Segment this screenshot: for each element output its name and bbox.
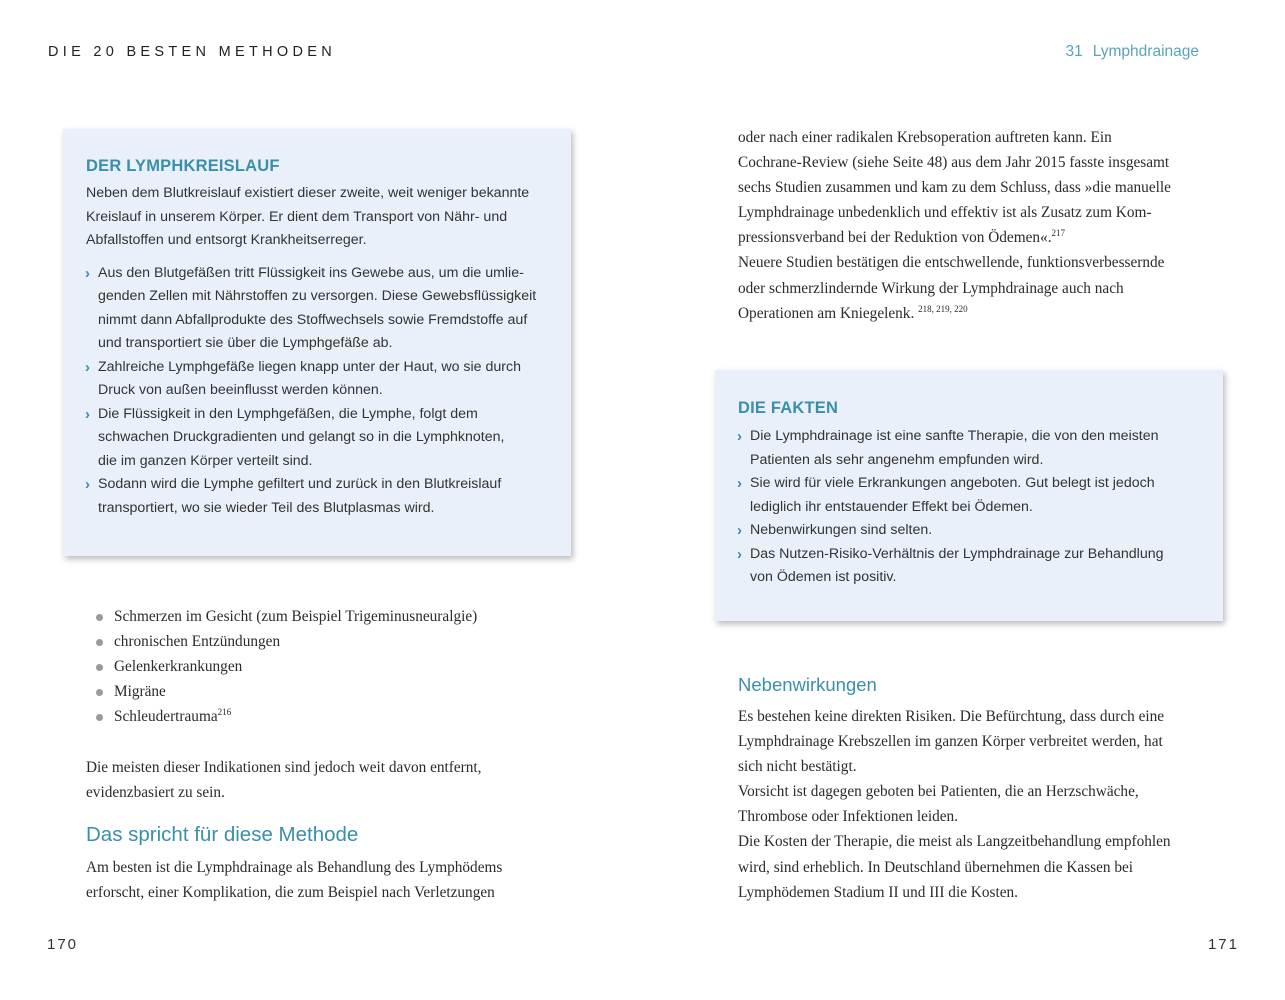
indications-list bbox=[96, 604, 477, 729]
text-line: Nebenwirkungen sind selten. bbox=[750, 522, 933, 538]
list-item bbox=[738, 425, 1201, 472]
footnote-ref: 217 bbox=[1051, 228, 1066, 239]
list-item-text: Gelenkerkrankungen bbox=[114, 658, 243, 676]
list-item bbox=[738, 543, 1201, 590]
list-item bbox=[738, 519, 1201, 543]
chevron-right-icon: › bbox=[737, 522, 742, 539]
text-line: und transportiert sie über die Lymphgefäße ab. bbox=[98, 335, 393, 351]
text-line: Cochrane-Review (siehe Seite 48) aus dem Jahr 2015 fasste insgesamt bbox=[738, 154, 1170, 172]
list-item bbox=[96, 704, 477, 729]
text-line: Operationen am Kniegelenk. bbox=[738, 304, 919, 322]
text-line: schwachen Druckgradienten und gelangt so in die Lymphknoten, bbox=[98, 429, 505, 445]
text-line: Lymphdrainage Krebszellen im ganzen Körper verbreitet werden, hat bbox=[738, 733, 1163, 751]
text-line: die im ganzen Körper verteilt sind. bbox=[98, 452, 313, 469]
text-line: Patienten als sehr angenehm empfunden wird. bbox=[750, 451, 1044, 468]
body-paragraph bbox=[738, 704, 1208, 905]
text-line: Neben dem Blutkreislauf existiert dieser zweite, weit weniger bekannte bbox=[86, 185, 530, 201]
infobox-intro bbox=[86, 182, 549, 253]
text-line: Am besten ist die Lymphdrainage als Behandlung des Lymphödems bbox=[86, 859, 503, 876]
text-line: Aus den Blutgefäßen tritt Flüssigkeit ins Gewebe aus, um die umlie- bbox=[98, 264, 524, 281]
list-item bbox=[86, 473, 549, 520]
bullet-icon bbox=[96, 714, 103, 721]
list-item-text: chronischen Entzündungen bbox=[114, 633, 281, 651]
list-item-text: Migräne bbox=[114, 683, 166, 701]
text-line: Neuere Studien bestätigen die entschwellende, funktionsverbessernde bbox=[738, 254, 1165, 272]
list-item bbox=[96, 629, 477, 654]
chevron-right-icon: › bbox=[85, 476, 90, 493]
chevron-right-icon: › bbox=[737, 475, 742, 492]
chapter-number: 31 bbox=[1065, 43, 1083, 60]
chapter-title: Lymphdrainage bbox=[1092, 43, 1199, 60]
list-item bbox=[738, 472, 1201, 519]
text-line: pressionsverband bei der Reduktion von Ödemen«. bbox=[738, 229, 1052, 247]
text-line: Sie wird für viele Erkrankungen angeboten. Gut belegt ist jedoch bbox=[750, 475, 1155, 491]
infobox-title: DER LYMPHKREISLAUF bbox=[86, 157, 280, 175]
text-line: von Ödemen ist positiv. bbox=[750, 569, 897, 585]
chevron-right-icon: › bbox=[85, 405, 90, 423]
chevron-right-icon: › bbox=[737, 428, 742, 445]
bullet-icon bbox=[96, 639, 103, 646]
text-line: Lymphödemen Stadium II und III die Kosten. bbox=[738, 883, 1018, 901]
list-item-text: Schmerzen im Gesicht (zum Beispiel Trigeminusneuralgie) bbox=[114, 608, 478, 625]
list-item bbox=[86, 262, 549, 356]
text-line: Zahlreiche Lymphgefäße liegen knapp unter der Haut, wo sie durch bbox=[98, 358, 521, 375]
text-line: Lymphdrainage unbedenklich und effektiv ist als Zusatz zum Kom- bbox=[738, 204, 1152, 222]
text-line: Die Kosten der Therapie, die meist als Langzeitbehandlung empfohlen bbox=[738, 833, 1171, 851]
text-line: Die Flüssigkeit in den Lymphgefäßen, die Lymphe, folgt dem bbox=[98, 405, 478, 422]
text-line: wird, sind erheblich. In Deutschland übernehmen die Kassen bei bbox=[738, 858, 1134, 876]
bullet-icon bbox=[96, 614, 103, 621]
body-paragraph bbox=[738, 125, 1208, 326]
chevron-right-icon: › bbox=[737, 545, 742, 563]
section-heading: Das spricht für diese Methode bbox=[86, 823, 359, 846]
text-line: oder nach einer radikalen Krebsoperation auftreten kann. Ein bbox=[738, 129, 1112, 146]
running-head-left: DIE 20 BESTEN METHODEN bbox=[48, 44, 336, 60]
text-line: Druck von außen beeinflusst werden können. bbox=[98, 382, 383, 398]
text-line: Thrombose oder Infektionen leiden. bbox=[738, 808, 959, 826]
list-item bbox=[86, 403, 549, 474]
text-line: erforscht, einer Komplikation, die zum Beispiel nach Verletzungen bbox=[86, 884, 495, 902]
text-line: Es bestehen keine direkten Risiken. Die Befürchtung, dass durch eine bbox=[738, 708, 1165, 725]
list-item bbox=[86, 356, 549, 403]
text-line: oder schmerzlindernde Wirkung der Lymphdrainage auch nach bbox=[738, 279, 1124, 297]
text-line: sich nicht bestätigt. bbox=[738, 758, 857, 776]
text-line: Abfallstoffen und entsorgt Krankheitserreger. bbox=[86, 232, 367, 248]
chevron-right-icon: › bbox=[85, 264, 90, 282]
text-line: sechs Studien zusammen und kam zu dem Schluss, dass »die manuelle bbox=[738, 179, 1171, 197]
text-line: Die meisten dieser Indikationen sind jedoch weit davon entfernt, bbox=[86, 759, 482, 776]
text-line: genden Zellen mit Nährstoffen zu versorgen. Diese Gewebsflüssigkeit bbox=[98, 288, 537, 304]
page-number-left: 170 bbox=[47, 936, 79, 953]
section-heading: Nebenwirkungen bbox=[738, 674, 877, 695]
body-paragraph bbox=[86, 755, 556, 805]
page-number-right: 171 bbox=[1207, 936, 1239, 953]
list-item-text: Schleudertrauma bbox=[114, 708, 218, 726]
running-head-right bbox=[1065, 43, 1199, 61]
text-line: Die Lymphdrainage ist eine sanfte Therapie, die von den meisten bbox=[750, 428, 1159, 444]
text-line: Vorsicht ist dagegen geboten bei Patienten, die an Herzschwäche, bbox=[738, 783, 1139, 801]
text-line: nimmt dann Abfallprodukte des Stoffwechsels sowie Fremdstoffe auf bbox=[98, 311, 528, 328]
list-item bbox=[96, 604, 477, 629]
footnote-ref: 216 bbox=[217, 707, 232, 718]
text-line: Das Nutzen-Risiko-Verhältnis der Lymphdrainage zur Behandlung bbox=[750, 545, 1164, 562]
bullet-icon bbox=[96, 664, 103, 671]
fakten-infobox bbox=[715, 370, 1223, 621]
text-line: Sodann wird die Lymphe gefiltert und zurück in den Blutkreislauf bbox=[98, 476, 502, 492]
text-line: transportiert, wo sie wieder Teil des Blutplasmas wird. bbox=[98, 499, 435, 516]
text-line: lediglich ihr entstauender Effekt bei Ödemen. bbox=[750, 498, 1033, 515]
chevron-right-icon: › bbox=[85, 358, 90, 376]
list-item bbox=[96, 654, 477, 679]
bullet-icon bbox=[96, 689, 103, 696]
text-line: evidenzbasiert zu sein. bbox=[86, 784, 225, 802]
body-paragraph bbox=[86, 855, 556, 905]
text-line: Kreislauf in unserem Körper. Er dient dem Transport von Nähr- und bbox=[86, 208, 508, 225]
infobox-list bbox=[86, 262, 549, 521]
footnote-ref: 218, 219, 220 bbox=[918, 303, 968, 314]
lymphkreislauf-infobox bbox=[63, 129, 571, 556]
infobox-title: DIE FAKTEN bbox=[738, 399, 839, 417]
list-item bbox=[96, 679, 477, 704]
infobox-list bbox=[738, 425, 1201, 590]
